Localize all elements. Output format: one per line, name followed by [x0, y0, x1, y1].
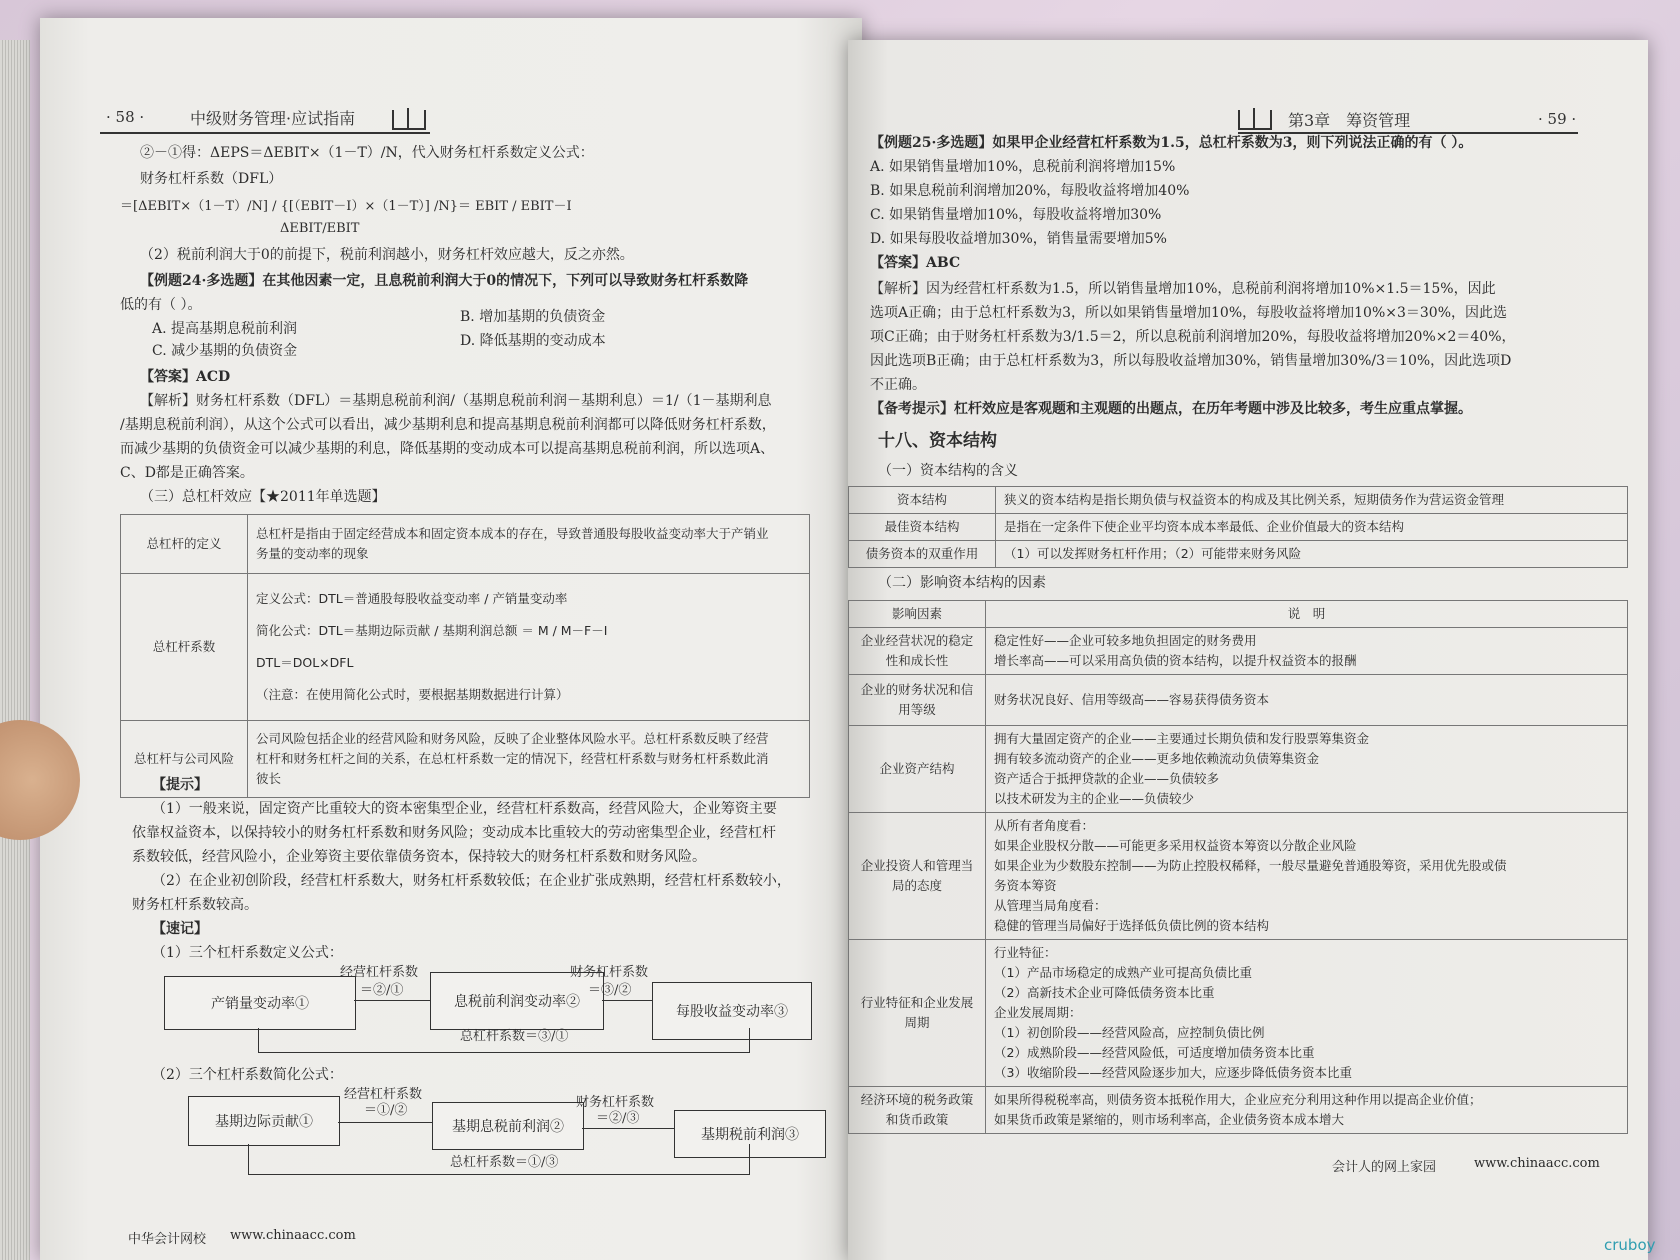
page-number: · 58 · [106, 108, 145, 126]
analysis-line: 【解析】因为经营杠杆系数为1.5，所以销售量增加10%，息税前利润将增加10%×1.5＝15%，因此 [870, 281, 1496, 297]
table-row [849, 628, 1628, 675]
left-page [40, 18, 862, 1260]
analysis-line: 项C正确；由于财务杠杆系数为3/1.5＝2，所以息税前利润增加20%，每股收益将增加20%×2＝40%， [870, 329, 1516, 345]
diagram-label: 经营杠杆系数 [340, 965, 419, 980]
tip-line: （1）一般来说，固定资产比重较大的资本密集型企业，经营杠杆系数高，经营风险大，企业筹资主要 [152, 801, 777, 817]
text-line: （2）税前利润大于0的前提下，税前利润越小，财务杠杆效应越大，反之亦然。 [140, 247, 634, 263]
table-key: 企业投资人和管理当局的态度 [849, 813, 986, 940]
answer: 【答案】ABC [870, 255, 961, 271]
table-key: 企业经营状况的稳定性和成长性 [849, 628, 986, 675]
table-value: 如果所得税税率高，则债务资本抵税作用大，企业应充分利用这种作用以提高企业价值； 如果货币政策是紧缩的，则市场利率高，企业债务资本成本增大 [986, 1087, 1628, 1134]
diagram-total: 总杠杆系数＝①/③ [450, 1155, 559, 1170]
text-line: 财务杠杆系数（DFL） [140, 171, 283, 187]
book-icon [392, 110, 426, 130]
diagram-formula: ＝②/③ [596, 1111, 640, 1126]
table-key: 总杠杆系数 [121, 574, 248, 721]
tip-line: 财务杠杆系数较高。 [132, 897, 258, 913]
diagram-formula: ＝③/② [588, 983, 632, 998]
subsection-heading: （二）影响资本结构的因素 [878, 575, 1046, 591]
text-line: ②－①得：ΔEPS＝ΔEBIT×（1－T）/N，代入财务杠杆系数定义公式： [140, 145, 594, 161]
table-row [849, 541, 1628, 568]
option-c: C. 如果销售量增加10%，每股收益将增加30% [870, 207, 1162, 223]
memo-title: 【速记】 [152, 921, 208, 937]
diagram-label: 财务杠杆系数 [576, 1095, 655, 1110]
table-key: 最佳资本结构 [849, 514, 996, 541]
table-key: 总杠杆的定义 [121, 515, 248, 574]
page-number: · 59 · [1538, 110, 1577, 128]
table-value: 从所有者角度看： 如果企业股权分散——可能更多采用权益资本筹资以分散企业风险 如果企业为少数股东控制——为防止控股权稀释，一般尽量避免普通股筹资，采用优先股或债 务资本筹资 从管理当局角度看： 稳健的管理当局偏好于选择低负债比例的资本结构 [986, 813, 1628, 940]
table-key: 总杠杆与公司风险 [121, 721, 248, 798]
option-c: C. 减少基期的负债资金 [152, 343, 298, 359]
table-key: 企业资产结构 [849, 726, 986, 813]
table-key: 行业特征和企业发展周期 [849, 940, 986, 1087]
diagram-box: 息税前利润变动率② [430, 972, 604, 1030]
answer: 【答案】ACD [140, 369, 231, 385]
table-header-row [849, 601, 1628, 628]
capital-structure-table [848, 486, 1628, 568]
tip-line: 系数较低，经营风险小，企业筹资主要依靠债务资本，保持较大的财务杠杆系数和财务风险。 [132, 849, 706, 865]
diagram-label: 经营杠杆系数 [344, 1087, 423, 1102]
header-rule [100, 132, 430, 134]
tip-line: 依靠权益资本，以保持较小的财务杠杆系数和财务风险；变动成本比重较大的劳动密集型企业，经营杠杆 [132, 825, 776, 841]
table-row [849, 726, 1628, 813]
option-a: A. 提高基期息税前利润 [152, 321, 298, 337]
tip-line: （2）在企业初创阶段，经营杠杆系数大，财务杠杆系数较低；在企业扩张成熟期，经营杠杆系数较小， [152, 873, 791, 889]
text-line: 低的有（ ）。 [120, 297, 202, 313]
table-row [849, 487, 1628, 514]
table-row [849, 675, 1628, 726]
diagram-box: 基期边际贡献① [188, 1096, 340, 1146]
table-row [121, 721, 810, 798]
memo-line: （2）三个杠杆系数简化公式： [152, 1067, 343, 1083]
table-value: 行业特征： （1）产品市场稳定的成熟产业可提高负债比重 （2）高新技术企业可降低债务资本比重 企业发展周期： （1）初创阶段——经营风险高，应控制负债比例 （2）成熟阶段——经营风险低，可适度增加债务资本比重 （3）收缩阶段——经营风险逐步加大，应逐步降低债务资本比重 [986, 940, 1628, 1087]
option-a: A. 如果销售量增加10%，息税前利润将增加15% [870, 159, 1176, 175]
column-header: 影响因素 [849, 601, 986, 628]
table-row [849, 940, 1628, 1087]
footer-url: www.chinaacc.com [1474, 1156, 1600, 1171]
tip-title: 【提示】 [152, 777, 208, 793]
total-leverage-table [120, 514, 810, 798]
footer-url: www.chinaacc.com [230, 1228, 356, 1243]
analysis-line: /基期息税前利润），从这个公式可以看出，减少基期利息和提高基期息税前利润都可以降低财务杠杆系数， [120, 417, 776, 433]
section-heading: （三）总杠杆效应【★2011年单选题】 [140, 489, 386, 505]
diagram-label: 财务杠杆系数 [570, 965, 649, 980]
option-d: D. 如果每股收益增加30%，销售量需要增加5% [870, 231, 1167, 247]
footer-slogan: 会计人的网上家园 [1332, 1160, 1437, 1175]
example-title: 【例题24·多选题】在其他因素一定，且息税前利润大于0的情况下，下列可以导致财务杠杆系数降 [140, 273, 749, 289]
option-b: B. 增加基期的负债资金 [460, 309, 606, 325]
analysis-line: 因此选项B正确；由于总杠杆系数为3，所以每股收益增加30%，销售量增加30%/3＝10%，因此选项D [870, 353, 1512, 369]
analysis-line: C、D都是正确答案。 [120, 465, 254, 481]
section-heading: 十八、资本结构 [878, 431, 997, 451]
table-value: 稳定性好——企业可较多地负担固定的财务费用 增长率高——可以采用高负债的资本结构，以提升权益资本的报酬 [986, 628, 1628, 675]
diagram-box: 产销量变动率① [164, 976, 356, 1030]
table-value: 总杠杆是指由于固定经营成本和固定资本成本的存在，导致普通股每股收益变动率大于产销业 务量的变动率的现象 [248, 515, 810, 574]
example-title: 【例题25·多选题】如果甲企业经营杠杆系数为1.5，总杠杆系数为3，则下列说法正确的有（ ）。 [870, 135, 1473, 151]
column-header: 说 明 [986, 601, 1628, 628]
table-row [121, 574, 810, 721]
diagram-total: 总杠杆系数＝③/① [460, 1029, 569, 1044]
diagram-box: 基期税前利润③ [674, 1110, 826, 1158]
right-page [848, 40, 1648, 1260]
table-value: 财务状况良好、信用等级高——容易获得债务资本 [986, 675, 1628, 726]
analysis-line: 而减少基期的负债资金可以减少基期的利息，降低基期的变动成本可以提高基期息税前利润，所以选项A、 [120, 441, 775, 457]
table-key: 资本结构 [849, 487, 996, 514]
book-title: 中级财务管理·应试指南 [190, 109, 356, 128]
book-icon [1238, 110, 1272, 130]
connector [338, 1122, 432, 1123]
formula-denominator: ΔEBIT/EBIT [280, 221, 360, 236]
table-value: 是指在一定条件下使企业平均资本成本率最低、企业价值最大的资本结构 [996, 514, 1628, 541]
diagram-formula: ＝①/② [364, 1103, 408, 1118]
exam-tip: 【备考提示】杠杆效应是客观题和主观题的出题点，在历年考题中涉及比较多，考生应重点掌握。 [870, 401, 1472, 417]
table-value: 定义公式：DTL＝普通股每股收益变动率 / 产销量变动率 简化公式：DTL＝基期边际贡献 / 基期利润总额 ＝ M / M－F－I DTL＝DOL×DFL （注意：在使用简化公式时，要根据基期数据进行计算） [248, 574, 810, 721]
table-key: 债务资本的双重作用 [849, 541, 996, 568]
analysis-line: 【解析】财务杠杆系数（DFL）＝基期息税前利润/（基期息税前利润－基期利息）＝1/（1－基期利息 [140, 393, 772, 409]
analysis-line: 不正确。 [870, 377, 926, 393]
table-row [849, 813, 1628, 940]
subsection-heading: （一）资本结构的含义 [878, 463, 1018, 479]
diagram-box: 基期息税前利润② [432, 1102, 584, 1150]
diagram-formula: ＝②/① [360, 983, 404, 998]
table-row [849, 1087, 1628, 1134]
formula: ＝[ΔEBIT×（1－T）/N] / {[（EBIT－I）×（1－T）] /N}＝ EBIT / EBIT－I [120, 199, 572, 214]
memo-line: （1）三个杠杆系数定义公式： [152, 945, 343, 961]
table-key: 企业的财务状况和信用等级 [849, 675, 986, 726]
option-d: D. 降低基期的变动成本 [460, 333, 606, 349]
diagram-box: 每股收益变动率③ [652, 982, 812, 1040]
option-b: B. 如果息税前利润增加20%，每股收益将增加40% [870, 183, 1190, 199]
table-row [849, 514, 1628, 541]
table-key: 经济环境的税务政策和货币政策 [849, 1087, 986, 1134]
analysis-line: 选项A正确；由于总杠杆系数为3，所以如果销售量增加10%，每股收益将增加10%×3＝30%，因此选 [870, 305, 1508, 321]
table-value: （1）可以发挥财务杠杆作用；（2）可能带来财务风险 [996, 541, 1628, 568]
influence-factors-table [848, 600, 1628, 1134]
table-row [121, 515, 810, 574]
chapter-title: 第3章 筹资管理 [1288, 111, 1411, 130]
watermark: cruboy [1604, 1236, 1656, 1254]
table-value: 狭义的资本结构是指长期负债与权益资本的构成及其比例关系，短期债务作为营运资金管理 [996, 487, 1628, 514]
table-value: 公司风险包括企业的经营风险和财务风险，反映了企业整体风险水平。总杠杆系数反映了经营 杠杆和财务杠杆之间的关系，在总杠杆系数一定的情况下，经营杠杆系数与财务杠杆系数此消 彼长 [248, 721, 810, 798]
footer-brand: 中华会计网校 [128, 1232, 207, 1247]
page-edge [0, 40, 30, 1260]
table-value: 拥有大量固定资产的企业——主要通过长期负债和发行股票筹集资金 拥有较多流动资产的企业——更多地依赖流动负债筹集资金 资产适合于抵押贷款的企业——负债较多 以技术研发为主的企业——负债较少 [986, 726, 1628, 813]
